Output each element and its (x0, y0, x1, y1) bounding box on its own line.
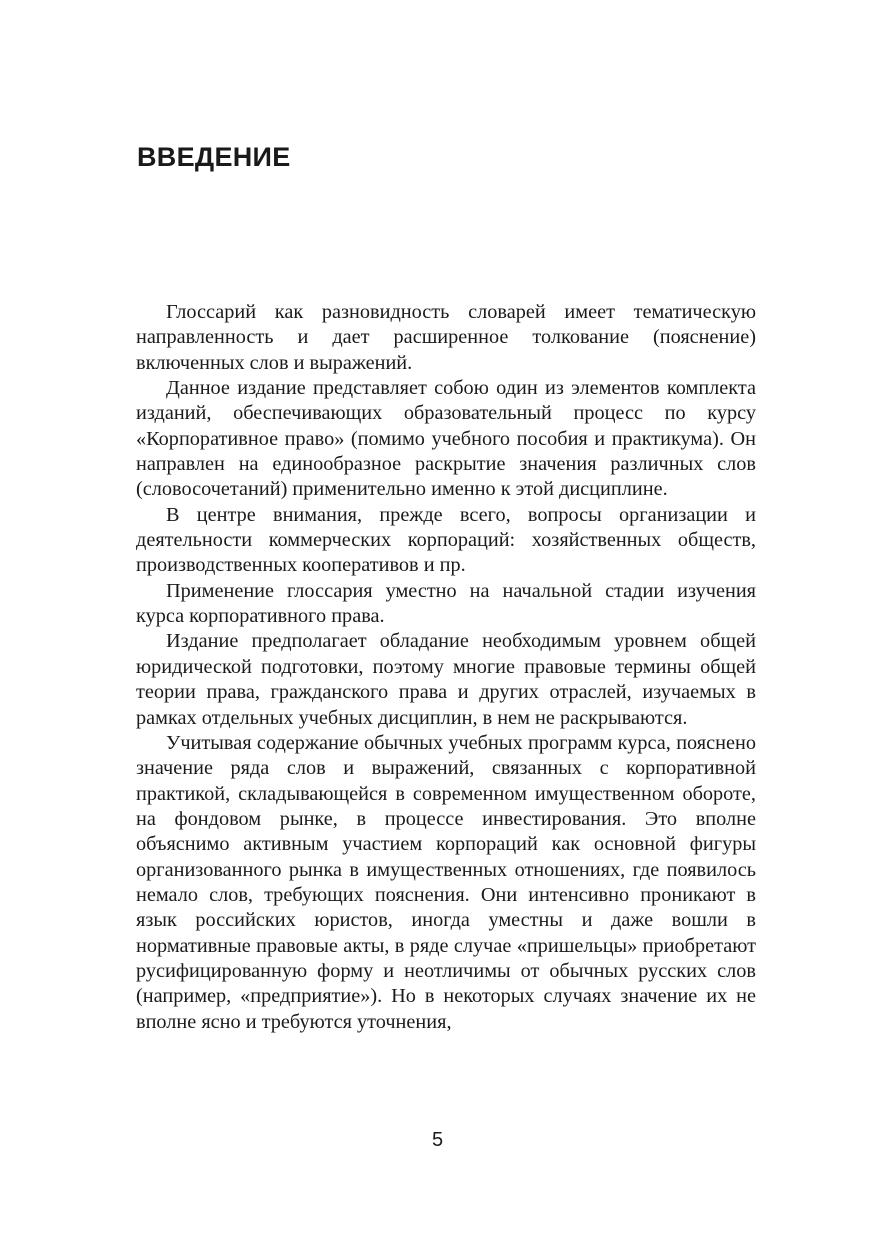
paragraph-terminology: Учитывая содержание обычных учебных программ курса, пояснено значение ряда слов и выражений, связанных с корпоративной практикой, складывающейся в современном имущественном обороте, на фондовом рынке, в процессе инвестирования. Это вполне объяснимо активным участием корпораций как основной фигуры организованного рынка в имущественных отношениях, где появилось немало слов, требующих пояснения. Они интенсивно проникают в язык российских юристов, иногда уместны и даже вошли в нормативные правовые акты, в ряде случае «пришельцы» приобретают русифицированную форму и неотличимы от обычных русских слов (например, «предприятие»). Но в некоторых случаях значение их не вполне ясно и требуются уточнения, (136, 731, 756, 1033)
paragraph-glossary-definition: Глоссарий как разновидность словарей имеет тематическую направленность и дает расширенное толкование (пояснение) включенных слов и выражений. (136, 301, 756, 374)
introduction-text (136, 300, 756, 1035)
chapter-title: ВВЕДЕНИЕ (137, 142, 291, 172)
page-number: 5 (431, 1129, 444, 1151)
paragraph-edition-purpose: Данное издание представляет собою один из элементов комплекта изданий, обеспечивающих образовательный процесс по курсу «Корпоративное право» (помимо учебного пособия и практикума). Он направлен на единообразное раскрытие значения различных слов (словосочетаний) применительно именно к этой дисциплине. (136, 377, 756, 501)
paragraph-prerequisites: Издание предполагает обладание необходимым уровнем общей юридической подготовки, поэтому многие правовые термины общей теории права, гражданского права и других отраслей, изучаемых в рамках отдельных учебных дисциплин, в нем не раскрываются. (136, 630, 756, 729)
paragraph-focus: В центре внимания, прежде всего, вопросы организации и деятельности коммерческих корпораций: хозяйственных обществ, производственных кооперативов и пр. (136, 503, 756, 577)
paragraph-usage: Применение глоссария уместно на начальной стадии изучения курса корпоративного права. (136, 579, 756, 628)
